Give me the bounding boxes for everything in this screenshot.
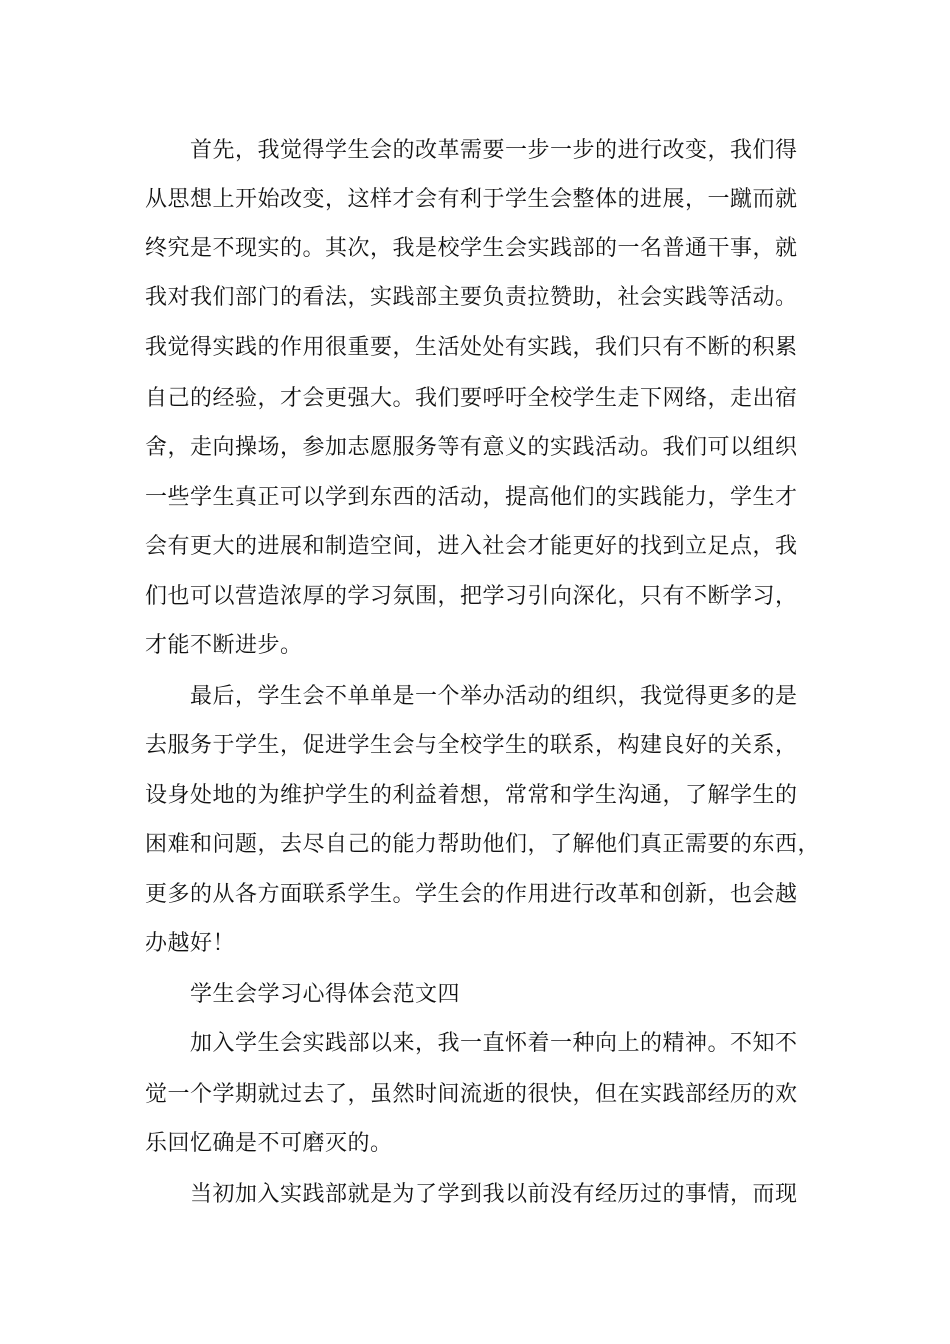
paragraph-line: 会有更大的进展和制造空间，进入社会才能更好的找到立足点，我 [145,534,798,559]
paragraph-line: 我觉得实践的作用很重要，生活处处有实践，我们只有不断的积累 [145,335,798,360]
paragraph-line: 当初加入实践部就是为了学到我以前没有经历过的事情，而现 [190,1182,798,1207]
paragraph-line: 才能不断进步。 [145,633,303,658]
paragraph-line: 觉一个学期就过去了，虽然时间流逝的很快，但在实践部经历的欢 [145,1082,798,1107]
paragraph-line: 首先，我觉得学生会的改革需要一步一步的进行改变，我们得 [190,138,798,163]
paragraph-line: 加入学生会实践部以来，我一直怀着一种向上的精神。不知不 [190,1031,798,1056]
paragraph-line: 乐回忆确是不可磨灭的。 [145,1131,393,1156]
paragraph-line: 去服务于学生，促进学生会与全校学生的联系，构建良好的关系， [145,733,798,758]
paragraph-line: 舍，走向操场，参加志愿服务等有意义的实践活动。我们可以组织 [145,435,798,460]
paragraph-line: 最后，学生会不单单是一个举办活动的组织，我觉得更多的是 [190,684,798,709]
paragraph-line: 我对我们部门的看法，实践部主要负责拉赞助，社会实践等活动。 [145,285,798,310]
section-heading: 学生会学习心得体会范文四 [190,982,461,1007]
paragraph-line: 自己的经验，才会更强大。我们要呼吁全校学生走下网络，走出宿 [145,386,798,411]
paragraph-line: 办越好！ [145,931,236,956]
paragraph-line: 设身处地的为维护学生的利益着想，常常和学生沟通，了解学生的 [145,783,798,808]
paragraph-line: 终究是不现实的。其次，我是校学生会实践部的一名普通干事，就 [145,236,798,261]
paragraph-line: 从思想上开始改变，这样才会有利于学生会整体的进展，一蹴而就 [145,187,798,212]
paragraph-line: 困难和问题，去尽自己的能力帮助他们，了解他们真正需要的东西， [145,832,821,857]
paragraph-line: 更多的从各方面联系学生。学生会的作用进行改革和创新，也会越 [145,882,798,907]
paragraph-line: 们也可以营造浓厚的学习氛围，把学习引向深化，只有不断学习， [145,584,798,609]
paragraph-line: 一些学生真正可以学到东西的活动，提高他们的实践能力，学生才 [145,485,798,510]
